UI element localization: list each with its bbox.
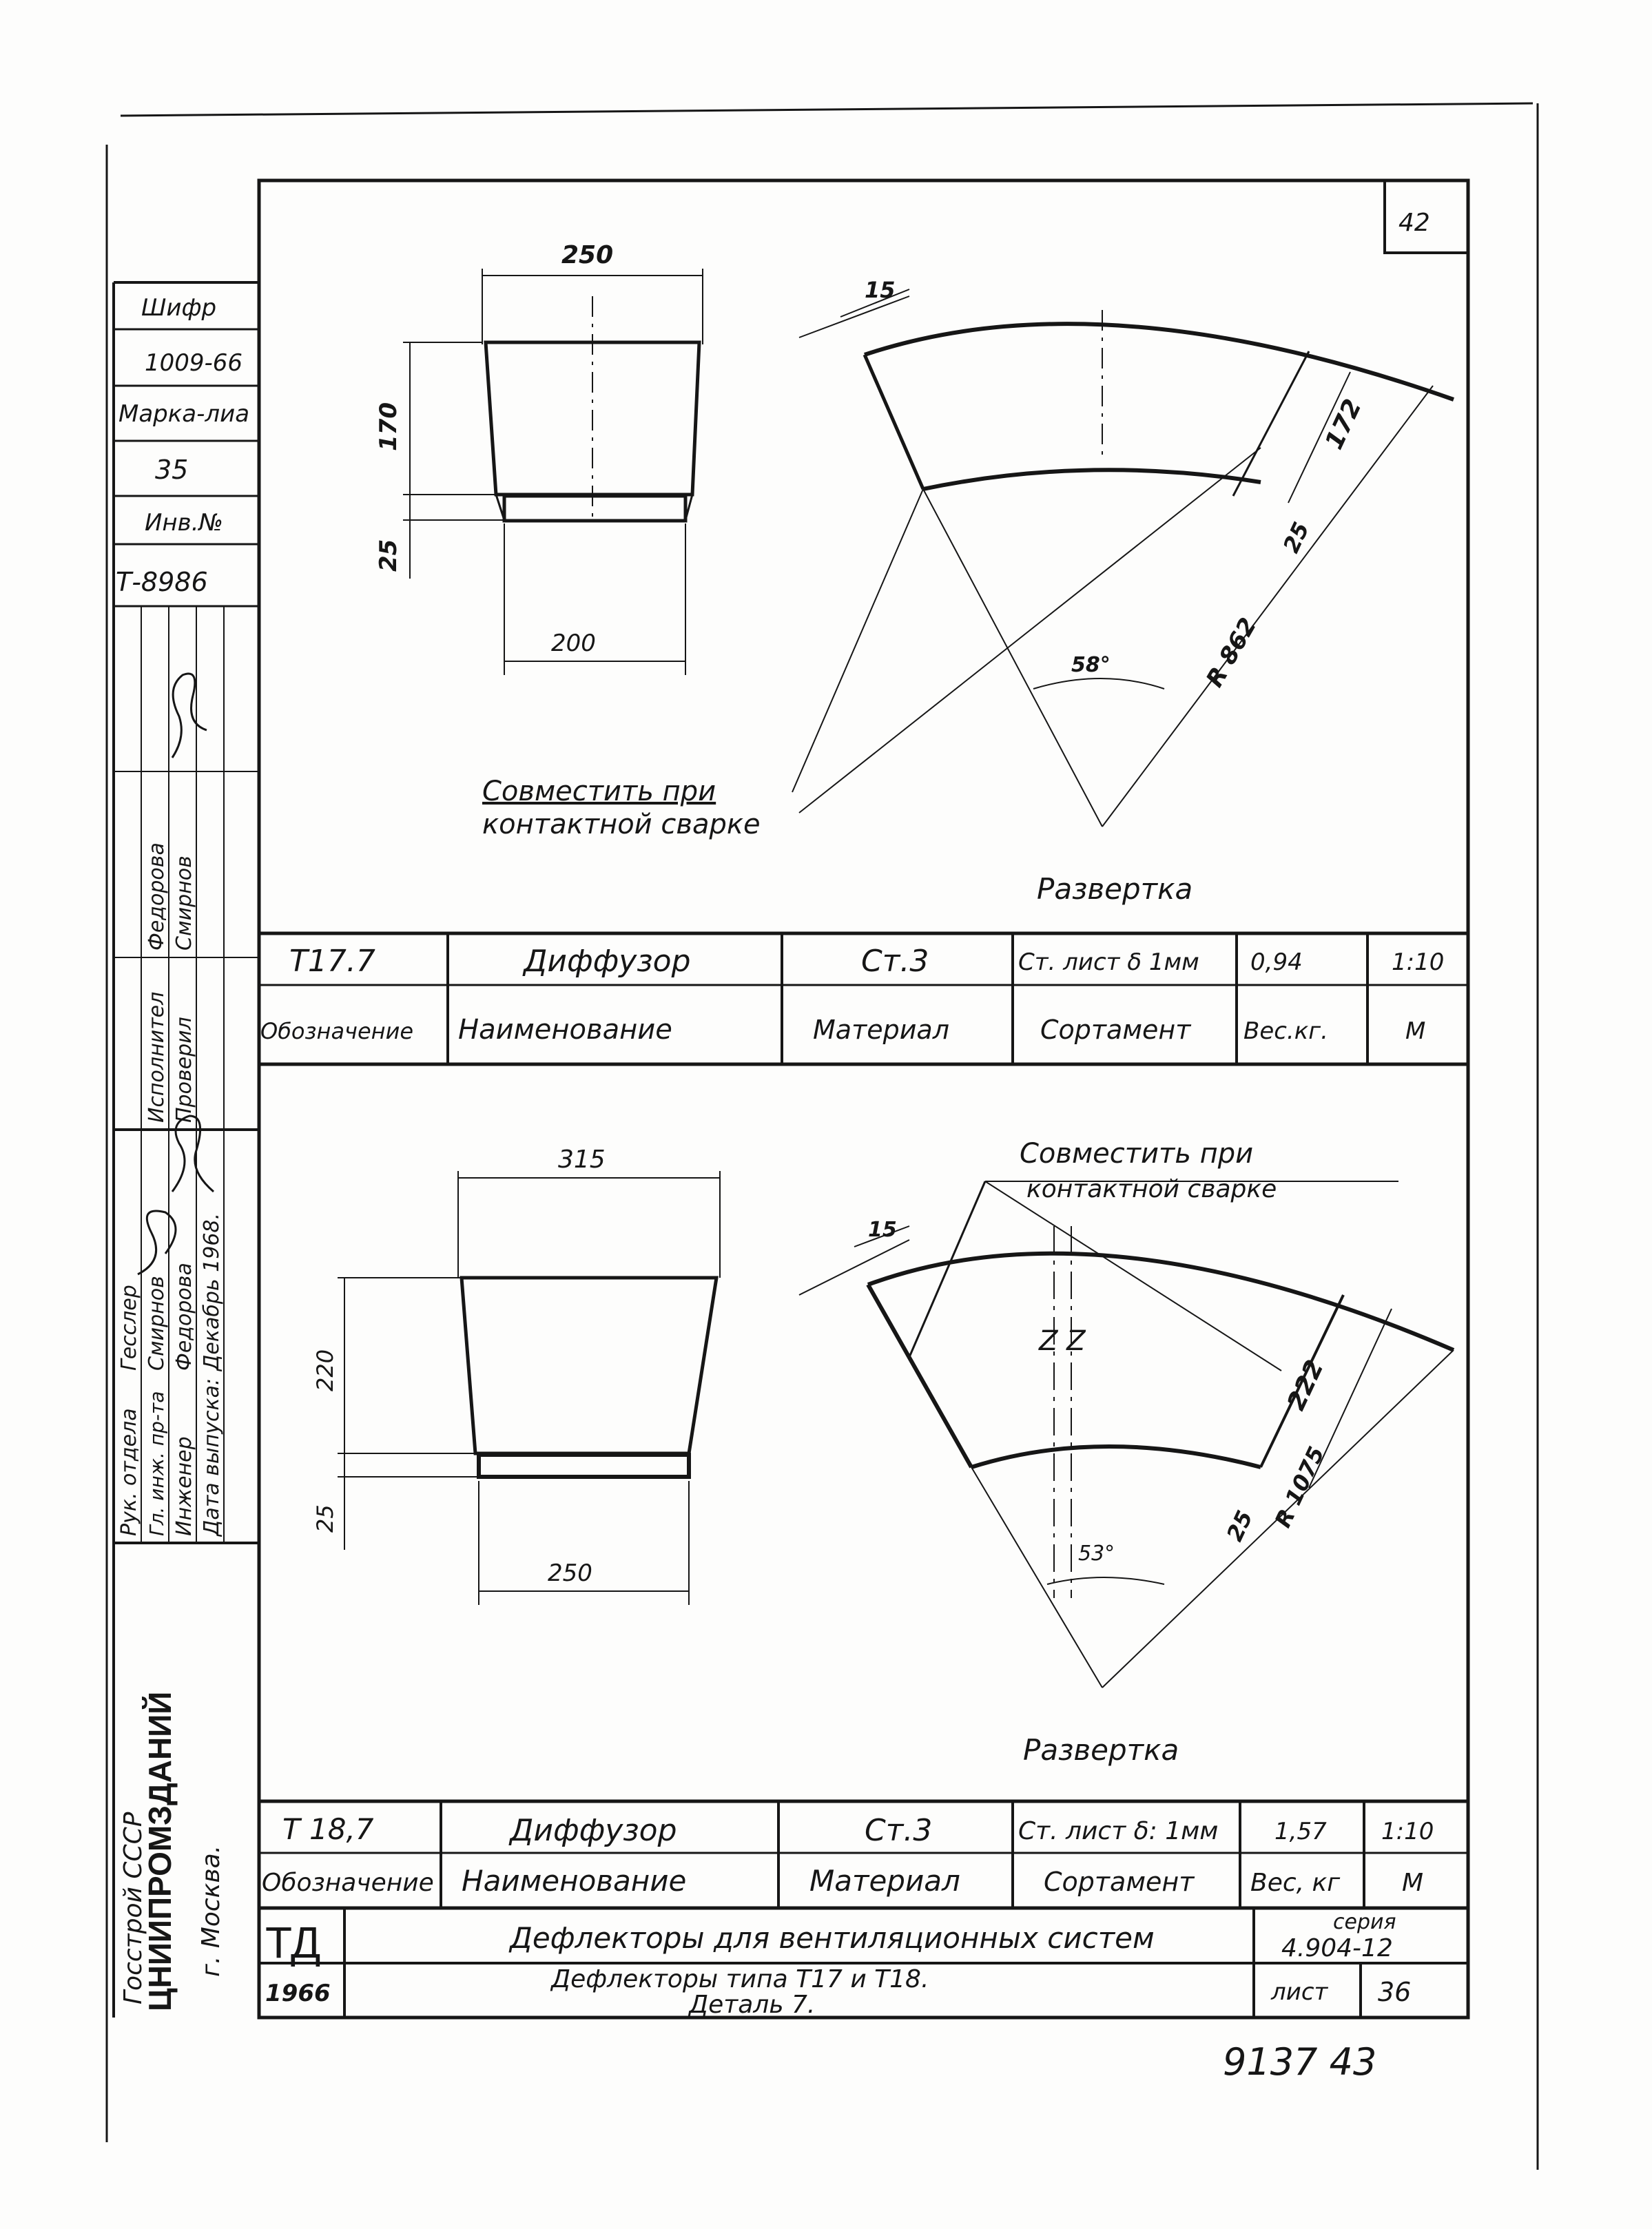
name-smirnov-2: Смирнов [172,856,196,951]
bottom-development-view [799,1181,1454,1688]
footer-numbers: 9137 43 [1223,2040,1377,2084]
sheet-label: лист [1271,1978,1328,2006]
bottom-dev-dim-arc: 222 [1281,1356,1330,1415]
top-dim-height: 170 [375,402,402,451]
bottom-h-assortment: Сортамент [1044,1867,1195,1897]
org-line1: Госстрой СССР [119,1812,147,2004]
inv-label: Инв.№ [145,509,223,537]
signature-2 [172,1116,214,1192]
org-line2: ЦНИИПРОМЗДАНИЙ [142,1691,178,2011]
role-ispolnitel: Исполнител [145,991,169,1123]
bottom-dev-dim-seam: 15 [868,1218,897,1242]
bottom-note-line1: Совместить при [1020,1138,1254,1170]
top-name: Диффузор [524,944,691,979]
role-proveril: Проверил [172,1017,196,1123]
top-material: Ст.3 [861,944,929,979]
top-dev-angle: 58° [1071,653,1111,677]
top-h-designation: Обозначение [260,1018,414,1044]
name-fedorova-2: Федорова [145,842,169,951]
bottom-designation: Т 18,7 [282,1812,374,1846]
role-gl-inzh: Гл. инж. пр-та [145,1391,168,1536]
inv-value: Т-8986 [116,567,208,597]
bottom-material: Ст.3 [865,1813,933,1848]
top-dev-dim-radius: R 862 [1201,613,1263,692]
bottom-assortment: Ст. лист δ: 1мм [1018,1817,1219,1845]
bottom-dev-dim-radius: R 1075 [1269,1442,1330,1532]
top-h-name: Наименование [458,1014,672,1046]
role-data-vypuska: Дата выпуска: [200,1378,224,1536]
bottom-dev-dim-band: 25 [1221,1506,1259,1546]
org-line3: г. Москва. [197,1845,225,1977]
top-dev-dim-seam: 15 [865,277,896,303]
bottom-h-weight: Вес, кг [1250,1869,1341,1897]
name-smirnov-1: Смирнов [145,1276,169,1371]
shifr-label: Шифр [141,294,217,322]
bottom-diffuser-view [338,1171,720,1605]
top-assortment: Ст. лист δ 1мм [1018,948,1199,976]
top-dev-dim-band: 25 [1277,517,1315,557]
bottom-dev-caption: Развертка [1023,1733,1179,1767]
marka-value: 35 [155,455,189,485]
bottom-scale: 1:10 [1381,1818,1434,1845]
role-inzhener: Инженер [172,1436,196,1536]
top-h-assortment: Сортамент [1040,1015,1191,1045]
top-designation: Т17.7 [289,944,375,979]
marka-label: Марка-лиа [118,400,250,428]
top-dim-band: 25 [375,539,402,572]
td-logo: ТД [265,1918,321,1967]
bottom-name: Диффузор [510,1813,677,1848]
sheet-corner-number: 42 [1398,209,1430,237]
top-h-weight: Вес.кг. [1243,1017,1328,1045]
main-frame [259,180,1468,2018]
top-h-scale: М [1405,1017,1426,1045]
bottom-h-material: Материал [809,1864,960,1898]
bottom-h-designation: Обозначение [262,1869,434,1897]
top-note-line2: контактной сварке [482,809,761,840]
sheet-value: 36 [1378,1977,1412,2007]
issue-date: Декабрь 1968. [200,1212,224,1371]
shifr-value: 1009-66 [145,349,243,377]
top-dev-dim-arc: 172 [1319,395,1367,454]
top-dim-top: 250 [561,241,614,269]
signature-1 [172,674,207,758]
year: 1966 [265,1980,331,2007]
top-h-material: Материал [813,1015,949,1045]
top-dev-caption: Развертка [1037,872,1193,906]
subtitle-line1: Дефлекторы типа Т17 и Т18. [551,1965,929,1993]
bottom-h-name: Наименование [462,1864,687,1898]
name-fedorova-1: Федорова [172,1263,196,1371]
bottom-weight: 1,57 [1274,1818,1327,1845]
outer-top-line [121,103,1533,116]
top-diffuser-view [403,269,703,675]
bottom-dev-angle: 53° [1078,1542,1115,1566]
bottom-dim-height: 220 [312,1349,338,1391]
name-gessler: Гесслер [117,1285,141,1371]
top-dim-bottom: 200 [551,630,596,657]
top-weight: 0,94 [1250,948,1303,976]
bottom-dim-band: 25 [312,1504,338,1533]
top-development-view [792,289,1454,827]
top-note-line1: Совместить при [482,776,716,807]
role-ruk-otdela: Рук. отдела [117,1408,141,1536]
bottom-note-line2: контактной сварке [1026,1175,1277,1203]
top-scale: 1:10 [1392,948,1445,976]
series-value: 4.904-12 [1281,1934,1393,1962]
bottom-dev-mark: Z Z [1039,1325,1086,1357]
bottom-h-scale: М [1402,1869,1424,1897]
bottom-dim-bottom: 250 [548,1559,592,1587]
signature-3 [138,1211,176,1274]
side-stamp [114,282,259,2018]
subtitle-line2: Деталь 7. [689,1991,816,2019]
title-main: Дефлекторы для вентиляционных систем [510,1921,1155,1955]
bottom-dim-top: 315 [558,1145,606,1174]
series-label: серия [1333,1910,1396,1934]
